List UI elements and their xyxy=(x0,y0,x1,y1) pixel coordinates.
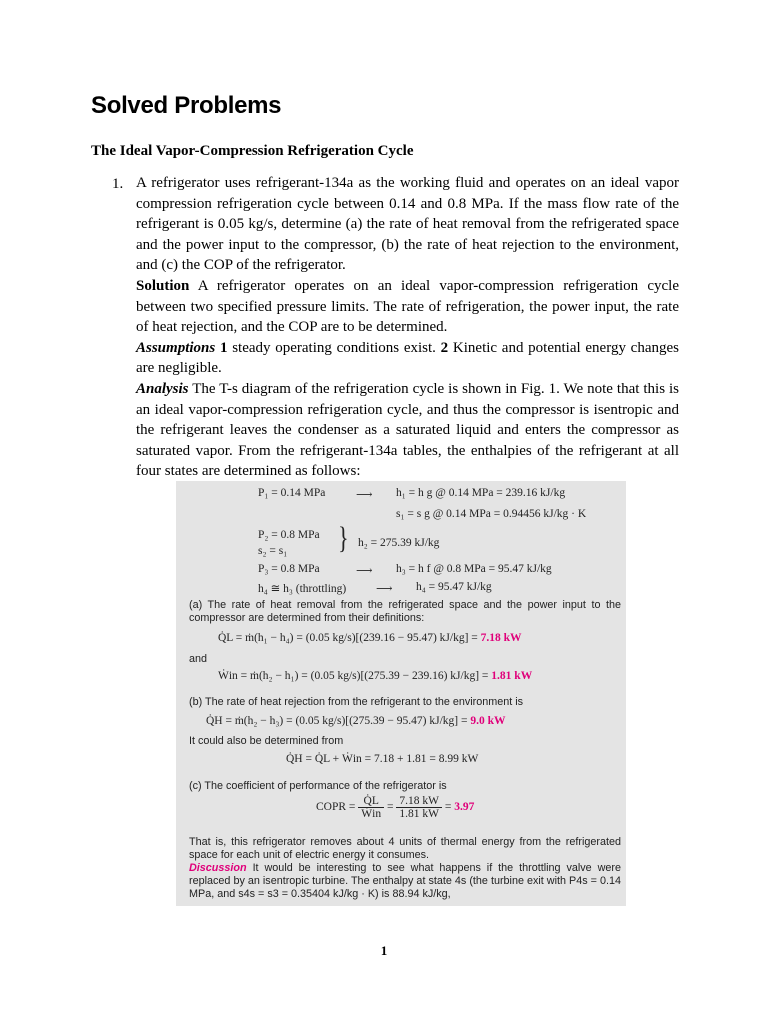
state-arrow-1: ⟶ xyxy=(356,489,373,501)
solution-label: Solution xyxy=(136,277,190,294)
page-heading: Solved Problems xyxy=(91,92,282,119)
part-b-text: (b) The rate of heat rejection from the refrigerant to the environment is xyxy=(189,696,524,708)
problem-statement: A refrigerator uses refrigerant-134a as the working fluid and operates on an ideal vapor compression refrigeration cycle between 0.14 and 0.8 MPa. If the mass flow rate of the refrigerant is 0.05 kg/s, determine (a) the rate of heat removal from the refrigerated space and the power input to the compressor, (b) the rate of heat rejection to the environment, and (c) the COP of the refrigerator. xyxy=(136,175,679,274)
power-input-result: 1.81 kW xyxy=(491,670,533,682)
state-1-pressure: P₁ = 0.14 MPa xyxy=(258,487,326,499)
assumption-2-number: 2 xyxy=(440,339,449,356)
discussion-paragraph xyxy=(189,862,621,901)
analysis-paragraph xyxy=(136,379,679,482)
problem-body xyxy=(136,173,679,482)
part-a-text: (a) The rate of heat removal from the refrigerated space and the power input to the compressor are determined from their definitions: xyxy=(189,599,621,624)
heat-rejection-result: 9.0 kW xyxy=(470,715,506,727)
cop-result: 3.97 xyxy=(454,801,475,814)
part-c-text: (c) The coefficient of performance of the refrigerator is xyxy=(189,780,447,792)
state-2-pressure: P₂ = 0.8 MPa xyxy=(258,529,320,541)
discussion-text: It would be interesting to see what happens if the throttling valve were replaced by an isentropic turbine. The enthalpy at state 4s (the turbine exit with P4s = 0.14 MPa, and s4s = s3 = 0.35404 kJ/kg · K) is 88.94 kJ/kg, xyxy=(189,862,621,900)
state-4-relation: h₄ ≅ h₃ (throttling) xyxy=(258,583,347,595)
assumption-1-text: steady operating conditions exist. xyxy=(232,339,436,356)
state-4-enthalpy: h₄ = 95.47 kJ/kg xyxy=(416,581,492,593)
heat-removal-result: 7.18 kW xyxy=(480,632,522,644)
brace-glyph: } xyxy=(338,519,349,555)
state-1-entropy: s₁ = s g @ 0.14 MPa = 0.94456 kJ/kg · K xyxy=(396,508,587,520)
also-text: It could also be determined from xyxy=(189,735,344,747)
assumptions-paragraph xyxy=(136,338,679,379)
cop-label: COPR = xyxy=(316,801,356,814)
power-input-equation: Ẇin = ṁ(h₂ − h₁) = (0.05 kg/s)[(275.39 − 239.16) kJ/kg] = 1.81 kW xyxy=(218,670,533,682)
heat-rejection-equation: Q̇H = ṁ(h₂ − h₃) = (0.05 kg/s)[(275.39 − 95.47) kJ/kg] = 9.0 kW xyxy=(206,715,506,727)
analysis-text: The T-s diagram of the refrigeration cycle is shown in Fig. 1. We note that this is an ideal vapor-compression refrigeration cycle, and thus the compressor is isentropic and the refrigerant leaves the condenser as a saturated liquid and enters the compressor as saturated vapor. From the refrigerant-134a tables, the enthalpies of the refrigerant at all four states are determined as follows: xyxy=(136,380,680,480)
cop-fraction-symbolic: $\frac{Q̇L}{\text{Ẇin}}$ xyxy=(358,795,384,820)
assumptions-label: Assumptions xyxy=(136,339,216,356)
solution-text: A refrigerator operates on an ideal vapor-compression refrigeration cycle between two specified pressure limits. The rate of refrigeration, the power input, the rate of heat rejection, and the COP are to be determined. xyxy=(136,277,679,336)
heat-rejection-sum: Q̇H = Q̇L + Ẇin = 7.18 + 1.81 = 8.99 kW xyxy=(286,753,479,765)
assumption-2-text: Kinetic and potential energy changes are negligible. xyxy=(136,339,679,377)
state-arrow-3: ⟶ xyxy=(356,565,373,577)
cop-fraction-numeric: $\frac{7.18 kW}{1.81 kW}$ xyxy=(396,795,442,820)
solution-figure xyxy=(176,481,626,906)
state-2-enthalpy: h₂ = 275.39 kJ/kg xyxy=(358,537,440,549)
state-2-entropy: s₂ = s₁ xyxy=(258,545,288,557)
list-item-number: 1. xyxy=(112,176,124,192)
state-arrow-4: ⟶ xyxy=(376,583,393,595)
page-number: 1 xyxy=(380,943,388,958)
section-title: The Ideal Vapor-Compression Refrigeration Cycle xyxy=(91,143,414,159)
assumption-1-number: 1 xyxy=(219,339,228,356)
and-label: and xyxy=(189,653,208,665)
analysis-label: Analysis xyxy=(136,380,189,397)
that-is-text: That is, this refrigerator removes about 4 units of thermal energy from the refrigerated space for each unit of electric energy it consumes. xyxy=(189,836,621,861)
discussion-label: Discussion xyxy=(189,862,247,874)
heat-removal-equation: Q̇L = ṁ(h₁ − h₄) = (0.05 kg/s)[(239.16 − 95.47) kJ/kg] = 7.18 kW xyxy=(218,632,522,644)
state-3-pressure: P₃ = 0.8 MPa xyxy=(258,563,320,575)
state-1-enthalpy: h₁ = h g @ 0.14 MPa = 239.16 kJ/kg xyxy=(396,487,566,499)
solution-paragraph xyxy=(136,276,679,338)
cop-equation: COPR = $\frac{Q̇L}{\text{Ẇin}}$ = $\frac{7.18 kW}{1.81 kW}$ = 3.97 xyxy=(316,795,475,820)
state-3-enthalpy: h₃ = h f @ 0.8 MPa = 95.47 kJ/kg xyxy=(396,563,552,575)
